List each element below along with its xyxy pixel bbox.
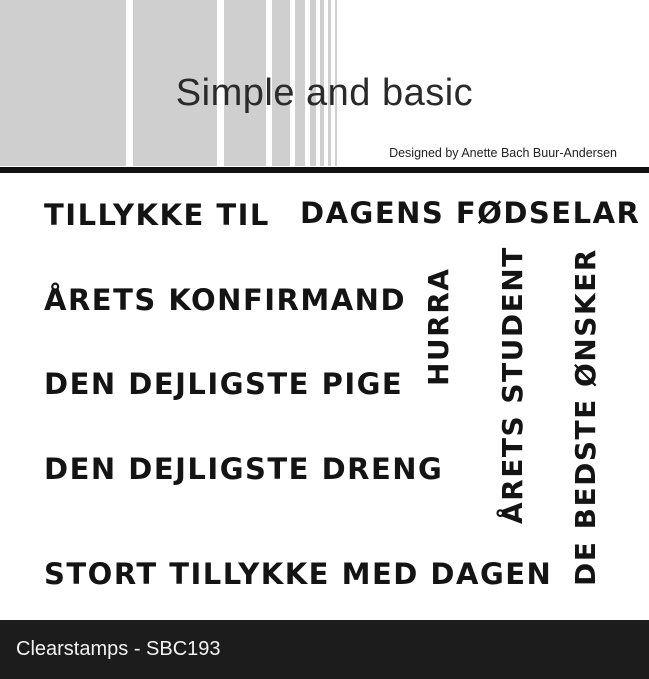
- stamp-hurra: HURRA: [422, 267, 455, 386]
- stamp-stort-tillykke: STORT TILLYKKE MED DAGEN: [44, 557, 553, 591]
- stamp-den-dejligste-dreng: DEN DEJLIGSTE DRENG: [44, 452, 444, 486]
- header-banner: [0, 0, 649, 172]
- footer-bar: [0, 620, 649, 679]
- stamp-arets-konfirmand: ÅRETS KONFIRMAND: [44, 283, 407, 317]
- designer-credit: Designed by Anette Bach Buur-Andersen: [389, 146, 617, 160]
- stamp-de-bedste-onsker: DE BEDSTE ØNSKER: [569, 248, 602, 586]
- header-divider: [0, 167, 649, 173]
- stamp-arets-student: ÅRETS STUDENT: [496, 246, 529, 524]
- stamp-tillykke-til: TILLYKKE TIL: [44, 198, 270, 232]
- stamp-dagens-fodselar: DAGENS FØDSELAR: [300, 196, 641, 230]
- product-code: Clearstamps - SBC193: [16, 638, 221, 660]
- product-title: Simple and basic: [175, 72, 474, 114]
- stamp-den-dejligste-pige: DEN DEJLIGSTE PIGE: [44, 367, 404, 401]
